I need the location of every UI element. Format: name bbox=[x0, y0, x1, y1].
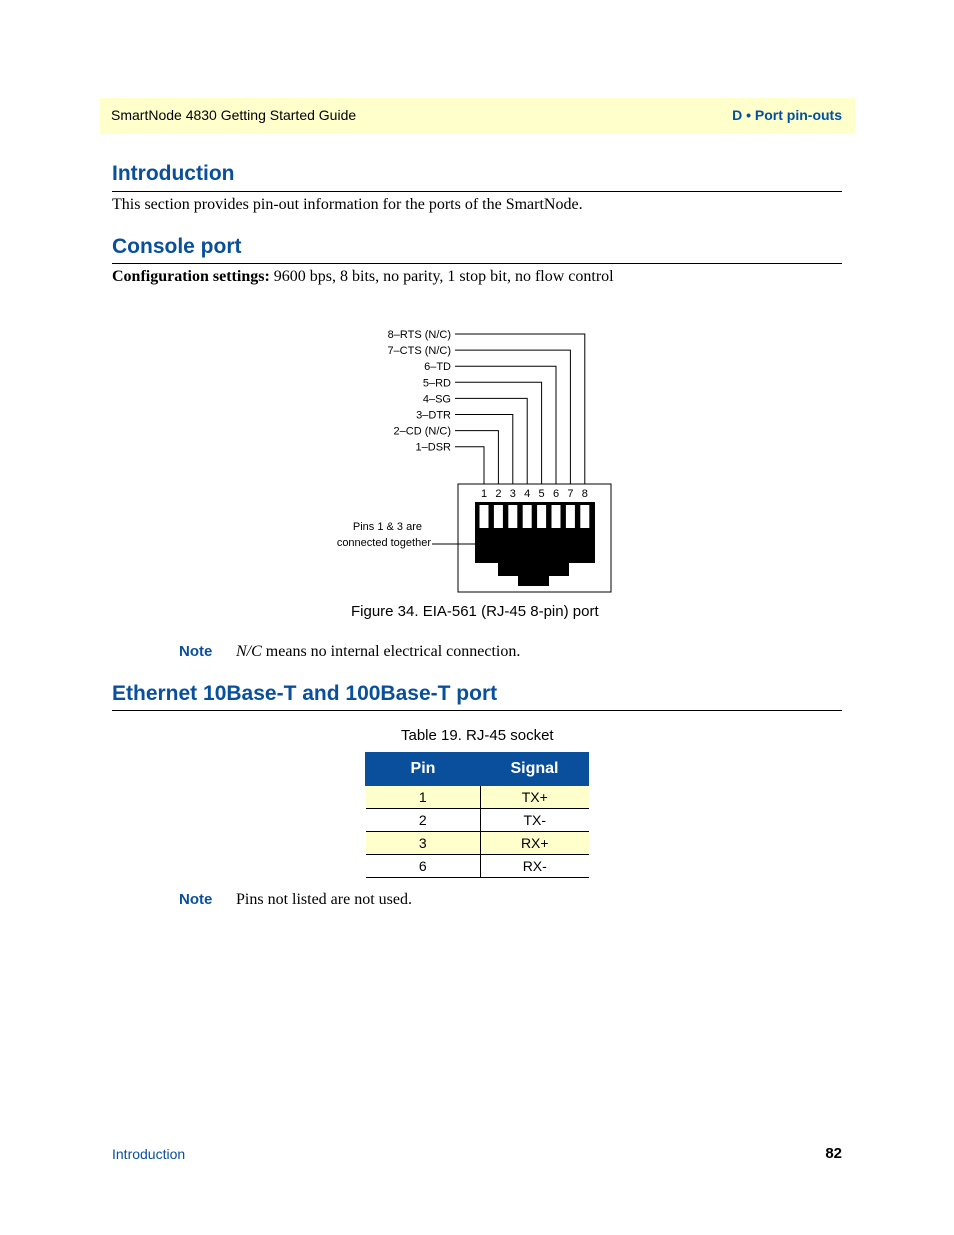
rj45-socket-table bbox=[365, 752, 589, 878]
guide-title: SmartNode 4830 Getting Started Guide bbox=[111, 107, 357, 123]
signal-label: 1–DSR bbox=[415, 441, 451, 454]
note-unused: Pins not listed are not used. bbox=[236, 891, 412, 908]
cell-pin: 2 bbox=[366, 809, 481, 832]
cell-signal: TX+ bbox=[481, 786, 589, 809]
signal-label: 3–DTR bbox=[416, 409, 451, 422]
introduction-text: This section provides pin-out information for the ports of the SmartNode. bbox=[112, 196, 583, 213]
pin-number: 5 bbox=[538, 488, 545, 500]
cell-pin: 6 bbox=[366, 855, 481, 878]
pin-wire bbox=[455, 447, 484, 484]
note-label: Note bbox=[179, 891, 213, 908]
pin-number: 6 bbox=[552, 488, 560, 500]
pin-slot bbox=[537, 505, 546, 528]
pin-number: 4 bbox=[524, 488, 531, 500]
cell-signal: TX- bbox=[481, 809, 589, 832]
pin-wire bbox=[455, 366, 556, 484]
signal-label: 8–RTS (N/C) bbox=[387, 329, 451, 341]
console-heading: Console port bbox=[112, 235, 242, 258]
note-nc bbox=[236, 643, 520, 661]
footer-section: Introduction bbox=[112, 1146, 186, 1162]
signal-label: 7–CTS (N/C) bbox=[387, 345, 451, 358]
note-label: Note bbox=[179, 643, 213, 660]
pin-number: 7 bbox=[567, 488, 574, 500]
chapter-title: D • Port pin-outs bbox=[732, 107, 842, 123]
note-nc-text: means no internal electrical connection. bbox=[261, 643, 521, 660]
cell-signal: RX- bbox=[481, 855, 589, 878]
pin-number: 8 bbox=[581, 488, 588, 500]
config-label: Configuration settings: bbox=[112, 268, 270, 285]
signal-label: 5–RD bbox=[422, 377, 451, 390]
table-row bbox=[366, 809, 589, 832]
annotation-line-1: Pins 1 & 3 are bbox=[352, 521, 422, 533]
cell-pin: 1 bbox=[366, 786, 481, 809]
header-pin: Pin bbox=[366, 753, 481, 786]
pin-number: 2 bbox=[495, 488, 502, 500]
figure-caption: Figure 34. EIA-561 (RJ-45 8-pin) port bbox=[351, 603, 599, 620]
table-row bbox=[366, 855, 589, 878]
pin-number: 3 bbox=[509, 488, 516, 500]
pin-slot bbox=[580, 505, 589, 528]
cell-pin: 3 bbox=[366, 832, 481, 855]
pin-number: 1 bbox=[480, 488, 488, 500]
pin-slot bbox=[523, 505, 532, 528]
pin-slot bbox=[494, 505, 503, 528]
pin-slot bbox=[552, 505, 561, 528]
header-signal: Signal bbox=[481, 753, 589, 786]
pin-slot bbox=[480, 505, 489, 528]
note-nc-term: N/C bbox=[236, 643, 262, 660]
table-caption: Table 19. RJ-45 socket bbox=[401, 727, 554, 744]
table-header-row bbox=[366, 753, 589, 786]
signal-label: 2–CD (N/C) bbox=[393, 425, 451, 438]
signal-label: 6–TD bbox=[424, 361, 451, 374]
pin-wire bbox=[455, 334, 585, 484]
page-number: 82 bbox=[825, 1145, 842, 1162]
signal-label: 4–SG bbox=[422, 393, 451, 406]
pin-wire bbox=[455, 431, 498, 484]
table-row bbox=[366, 786, 589, 809]
pin-slot bbox=[508, 505, 517, 528]
cell-signal: RX+ bbox=[481, 832, 589, 855]
pin-wire bbox=[455, 398, 527, 484]
config-value: 9600 bps, 8 bits, no parity, 1 stop bit, no flow control bbox=[269, 268, 614, 285]
rj45-socket-shape bbox=[475, 502, 595, 586]
pin-slot bbox=[566, 505, 575, 528]
ethernet-heading: Ethernet 10Base-T and 100Base-T port bbox=[112, 682, 498, 705]
annotation-line-2: connected together bbox=[336, 537, 431, 549]
ethernet-rule bbox=[112, 710, 842, 711]
introduction-heading: Introduction bbox=[112, 162, 235, 185]
table-row bbox=[366, 832, 589, 855]
